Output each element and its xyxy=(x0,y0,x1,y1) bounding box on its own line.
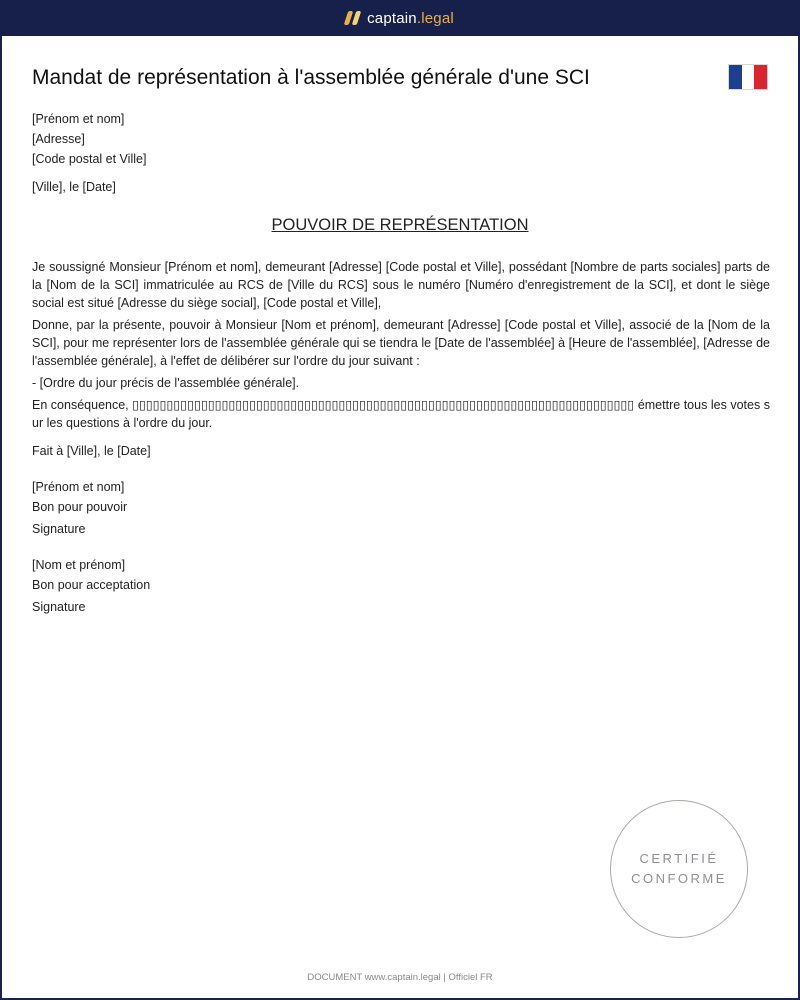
top-bar xyxy=(0,0,800,36)
paragraph-identity: Je soussigné Monsieur [Prénom et nom], demeurant [Adresse] [Code postal et Ville], possédant [Nombre de parts sociales] parts de la [Nom de la SCI] immatriculée au RCS de [Ville du RCS] sous le numéro [Numéro d'enregistrement de la SCI], et dont le siège social est situé [Adresse du siège social], [Code postal et Ville], xyxy=(32,260,770,310)
paragraph-agenda: - [Ordre du jour précis de l'assemblée générale]. xyxy=(32,376,300,390)
proxy-name: [Nom et prénom] xyxy=(32,558,126,572)
grantor-mention: Bon pour pouvoir xyxy=(32,500,128,514)
done-at: Fait à [Ville], le [Date] xyxy=(32,444,151,458)
document-heading: POUVOIR DE REPRÉSENTATION xyxy=(271,216,529,234)
paragraph-consequence: En conséquence, ▯▯▯▯▯▯▯▯▯▯▯▯▯▯▯▯▯▯▯▯▯▯▯▯▯▯▯▯▯▯▯▯▯▯▯▯▯▯▯▯▯▯▯▯▯▯▯▯▯▯▯▯▯▯▯▯▯▯▯▯▯▯▯▯▯▯▯▯▯▯▯▯▯ émettre tous les votes sur les questions à l'ordre du jour. xyxy=(32,398,770,430)
certified-stamp xyxy=(610,800,748,938)
paragraph-power: Donne, par la présente, pouvoir à Monsieur [Nom et prénom], demeurant [Adresse] [Code postal et Ville], associé de la [Nom de la SCI], pour me représenter lors de l'assemblée générale qui se tiendra le [Date de l'assemblée] à [Heure de l'assemblée], [Adresse de l'assemblée générale], à l'effet de délibérer sur l'ordre du jour suivant : xyxy=(32,318,770,368)
grantor-name: [Prénom et nom] xyxy=(32,480,125,494)
proxy-mention: Bon pour acceptation xyxy=(32,578,151,592)
sender-address: [Adresse] xyxy=(32,132,85,146)
stamp-line-2: CONFORME xyxy=(631,871,727,886)
footer-text: DOCUMENT www.captain.legal | Officiel FR xyxy=(307,972,493,983)
grantor-signature: Signature xyxy=(32,522,86,536)
brand-logo[interactable] xyxy=(346,10,454,27)
document-page xyxy=(2,36,798,998)
document-title: Mandat de représentation à l'assemblée générale d'une SCI xyxy=(32,66,590,89)
proxy-signature: Signature xyxy=(32,600,86,614)
stamp-line-1: CERTIFIÉ xyxy=(639,851,719,866)
sender-name: [Prénom et nom] xyxy=(32,112,125,126)
france-flag-icon xyxy=(728,64,768,90)
sender-city: [Code postal et Ville] xyxy=(32,152,147,166)
place-date: [Ville], le [Date] xyxy=(32,180,116,194)
brand-name: captain.legal xyxy=(367,9,454,27)
captain-logo-icon xyxy=(344,11,362,25)
